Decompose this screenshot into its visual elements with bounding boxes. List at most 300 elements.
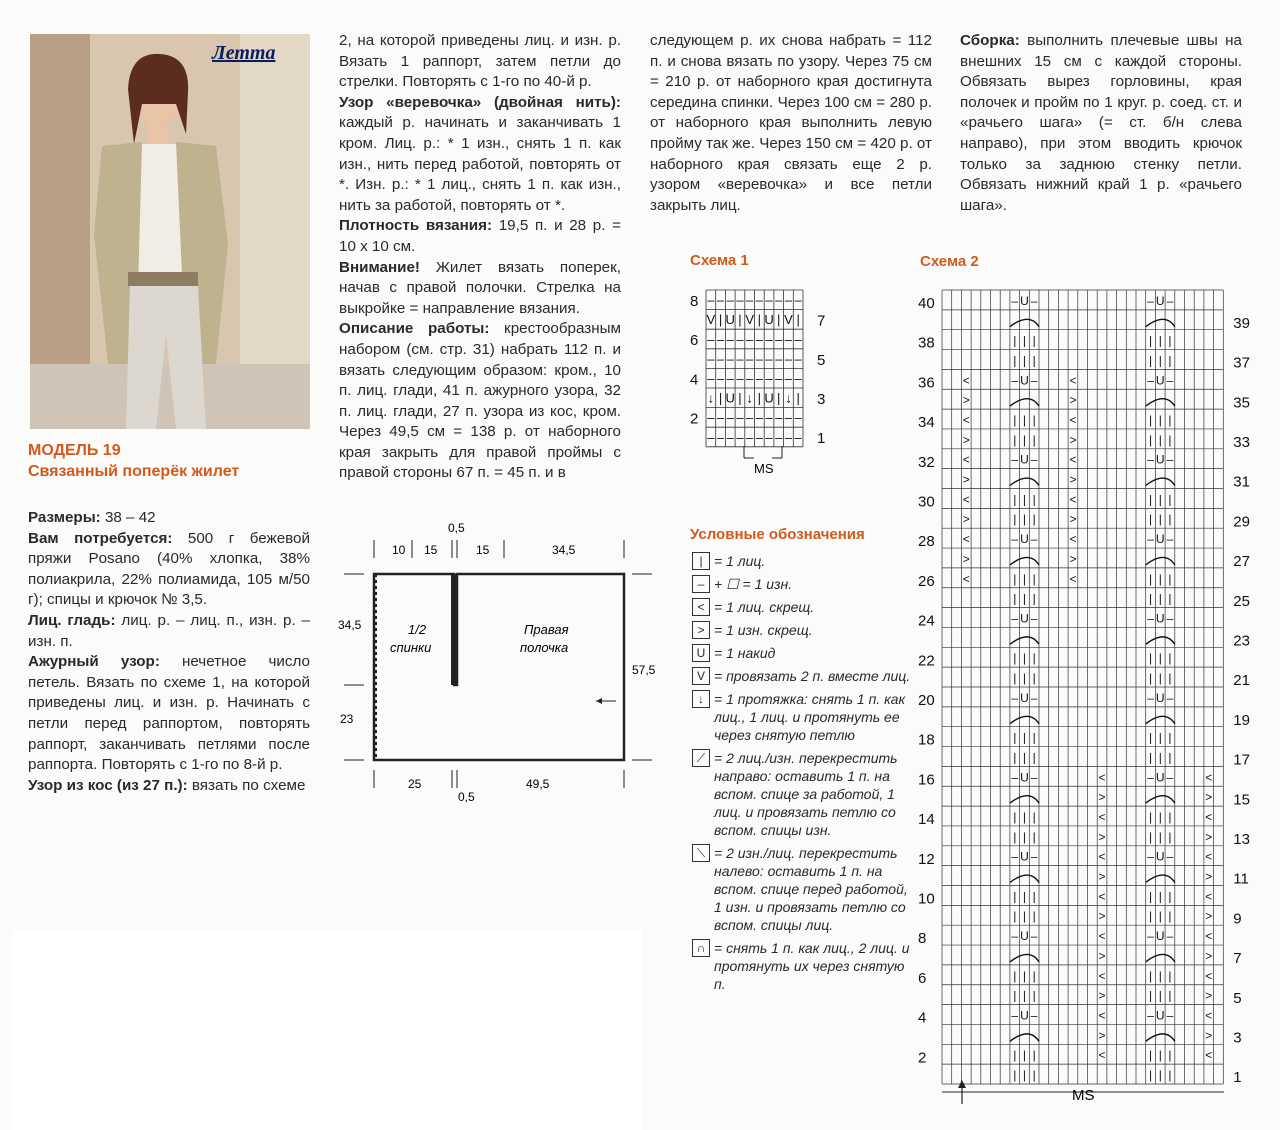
schema2-cell: U xyxy=(1020,611,1029,626)
schema1-cell: ↓ xyxy=(746,390,753,406)
schema2-cell: > xyxy=(1098,988,1106,1003)
schema1-cell: – xyxy=(707,331,715,347)
schema2-cell: | xyxy=(1158,492,1162,507)
schema2-cell: | xyxy=(1158,353,1162,368)
schema2-cell: – xyxy=(1166,929,1174,944)
schema2-row-label: 32 xyxy=(918,453,935,471)
para: Узор из кос (из 27 п.): вязать по схеме xyxy=(28,776,306,794)
schema2-cell: < xyxy=(1205,968,1213,983)
schema2-cell: U xyxy=(1020,1008,1029,1023)
model-number: МОДЕЛЬ 19 xyxy=(28,442,121,459)
schema2-cell: | xyxy=(1013,571,1017,586)
schema2-cell: | xyxy=(1148,512,1153,527)
signature: Летта xyxy=(212,42,276,64)
schema2-cell: < xyxy=(1069,532,1077,547)
schema2-chart xyxy=(914,282,1254,1112)
schema2-cell: < xyxy=(962,452,970,467)
legend-symbol: > xyxy=(692,621,710,639)
schema1-row-label: 2 xyxy=(690,410,699,428)
schema2-cell: – xyxy=(1011,929,1019,944)
schema2-cell: | xyxy=(1148,730,1153,745)
schema2-cell: | xyxy=(1168,968,1172,983)
legend-text: = 1 лиц. скрещ. xyxy=(714,599,815,615)
para: следующем р. их снова набрать = 112 п. и снова вязать по узору. Через 75 см = 210 р. от наборного края достигнута середина спинки. Через 100 см = 280 р. от наборного края выполнить левую пройму так же. Через 150 см = 420 р. от наборного края связать еще 2 р. узором «веревочка» и все петли закрыть лиц. xyxy=(650,32,932,214)
schema2-cell: | xyxy=(1022,591,1027,606)
schema1-row-label: 5 xyxy=(817,351,826,369)
schema2-cell: – xyxy=(1166,452,1174,467)
schema2-cell: | xyxy=(1158,432,1162,447)
legend-item xyxy=(692,598,912,616)
schema2-cell: U xyxy=(1155,293,1165,308)
schema2-cell: | xyxy=(1168,1068,1172,1082)
schema2-cell: – xyxy=(1030,373,1038,388)
schema2-cell: U xyxy=(1155,532,1165,547)
schema1-cell: U xyxy=(764,312,774,328)
schema2-cell: – xyxy=(1147,293,1154,308)
schema1-row-label: 4 xyxy=(690,371,699,389)
schema2-row-label: 17 xyxy=(1233,751,1250,769)
schema2-row-label: 27 xyxy=(1233,553,1250,571)
schema2-row-label: 23 xyxy=(1233,632,1250,650)
schema2-cell: > xyxy=(962,432,970,447)
back-label-1: 1/2 xyxy=(408,622,427,637)
schema2-cell: > xyxy=(1205,948,1213,963)
schema2-cell: | xyxy=(1158,1068,1162,1082)
schema2-row-label: 16 xyxy=(918,771,935,789)
schema2-cell: | xyxy=(1022,909,1027,924)
schema2-cell: | xyxy=(1022,809,1027,824)
schema2-cell: | xyxy=(1022,492,1027,507)
schema1-row-label: 1 xyxy=(817,430,826,448)
legend-text: + ☐ = 1 изн. xyxy=(714,576,793,592)
schema1-cell: – xyxy=(716,351,725,367)
legend-text: = 1 изн. скрещ. xyxy=(714,622,813,638)
schema2-row-label: 35 xyxy=(1233,394,1250,412)
schema2-cell: – xyxy=(1166,611,1174,626)
schema1-cell: – xyxy=(755,292,763,308)
schema1-cell: | xyxy=(757,312,762,328)
schema2-cell: | xyxy=(1158,412,1162,427)
schema2-cell: | xyxy=(1032,512,1036,527)
schema2-cell: – xyxy=(1147,373,1154,388)
schema2-cell: | xyxy=(1168,988,1172,1003)
schema2-row-label: 11 xyxy=(1233,870,1249,888)
schema2-cell: | xyxy=(1168,591,1172,606)
schema2-cell: – xyxy=(1166,1008,1174,1023)
schema2-cell: | xyxy=(1032,432,1036,447)
schema1-cell: – xyxy=(765,331,773,347)
legend-item xyxy=(692,749,912,839)
schema2-cell: < xyxy=(962,492,970,507)
schema2-cell: < xyxy=(1098,929,1106,944)
schema2-cell: | xyxy=(1158,809,1162,824)
schema2-cell: | xyxy=(1022,432,1027,447)
schema2-cell: | xyxy=(1148,909,1153,924)
schema2-row-label: 2 xyxy=(918,1049,927,1067)
schema2-cell: | xyxy=(1168,671,1172,685)
schema2-cell: U xyxy=(1155,929,1165,944)
schema2-cell: | xyxy=(1168,571,1172,586)
schema1-cell: V xyxy=(784,312,793,328)
schema2-row-label: 18 xyxy=(918,731,935,749)
schema2-cell: | xyxy=(1022,829,1027,844)
legend-item xyxy=(692,644,912,662)
dim-right: 57,5 xyxy=(632,663,656,677)
schema2-cell: | xyxy=(1148,1048,1153,1063)
legend-text: = 2 лиц./изн. перекрестить направо: оставить 1 п. на вспом. спице за работой, 1 лиц. и провязать петлю со вспом. спицы изн. xyxy=(714,750,898,838)
schema2-cell: | xyxy=(1013,651,1017,666)
schema2-cell: | xyxy=(1158,889,1162,904)
schema1-cell: – xyxy=(765,292,773,308)
dim-left-1: 23 xyxy=(340,712,354,726)
schema2-cell: | xyxy=(1168,492,1172,507)
schema2-cell: | xyxy=(1022,571,1027,586)
para: Вам потребуется: 500 г бежевой пряжи Posano (40% хлопка, 38% полиакрила, 22% полиамида, 105 м/50 г); спицы и крючок № 3,5. xyxy=(28,529,310,609)
schema2-cell: | xyxy=(1168,512,1172,527)
schema2-cell: | xyxy=(1013,889,1017,904)
schema2-cell: < xyxy=(962,532,970,547)
schema1-cell: – xyxy=(736,292,744,308)
schema1-cell: – xyxy=(784,351,793,367)
schema1-cell: | xyxy=(796,390,800,406)
schema2-row-label: 19 xyxy=(1233,711,1250,729)
schema2-row-label: 22 xyxy=(918,652,935,670)
legend-text: = снять 1 п. как лиц., 2 лиц. и протянуть их через снятую п. xyxy=(714,940,910,992)
schema2-cell: | xyxy=(1158,730,1162,745)
schema2-cell: | xyxy=(1022,671,1027,685)
schema1-row-label: 8 xyxy=(690,293,699,310)
schema1-cell: | xyxy=(718,390,723,406)
schema2-cell: | xyxy=(1168,412,1172,427)
schema2-cell: | xyxy=(1148,968,1153,983)
schema2-cell: > xyxy=(962,393,970,408)
schema2-cell: – xyxy=(1011,532,1019,547)
para: Ажурный узор: нечетное число петель. Вязать по схеме 1, на которой приведены лиц. и изн. р. Начинать с петли перед раппортом, повторять раппорт, заканчивать петлями после раппорта. Повторять с 1-го по 8-й р. xyxy=(28,653,310,774)
schema1-cell: – xyxy=(794,429,802,445)
schema1-cell: – xyxy=(726,292,734,308)
schema2-cell: | xyxy=(1013,750,1017,765)
model-title: Связанный поперёк жилет xyxy=(28,463,240,480)
schema2-cell: | xyxy=(1148,492,1153,507)
schema2-cell: | xyxy=(1022,988,1027,1003)
schema2-cell: U xyxy=(1020,452,1029,467)
schema2-cell: > xyxy=(1205,790,1213,805)
schema2-title: Схема 2 xyxy=(920,253,979,270)
schema2-cell: > xyxy=(1069,551,1077,566)
schema1-cell: – xyxy=(746,429,754,445)
legend-symbol: | xyxy=(692,552,710,570)
schema2-cell: – xyxy=(1030,611,1038,626)
schema1-cell: – xyxy=(736,331,744,347)
schema2-cell: | xyxy=(1168,353,1172,368)
schema2-cell: | xyxy=(1148,988,1153,1003)
schema1-cell: | xyxy=(777,390,781,406)
legend-symbol: V xyxy=(692,667,710,685)
schema2-cell: < xyxy=(1069,571,1077,586)
schema1-cell: – xyxy=(726,351,734,367)
schema2-cell: | xyxy=(1032,829,1036,844)
schema1-cell: – xyxy=(775,410,783,426)
schema1-cell: – xyxy=(775,292,783,308)
para: Размеры: 38 – 42 xyxy=(28,509,156,526)
schema2-cell: U xyxy=(1155,611,1165,626)
model-heading xyxy=(28,440,239,482)
dim-top-0: 10 xyxy=(392,543,406,557)
schema2-cell: | xyxy=(1148,889,1153,904)
dim-bottom-1: 49,5 xyxy=(526,777,550,791)
legend-text: = 1 накид xyxy=(714,645,776,661)
schema1-cell: – xyxy=(707,429,715,445)
schema1-cell: | xyxy=(777,312,781,328)
schema2-cell: < xyxy=(1069,373,1077,388)
schema2-cell: < xyxy=(962,571,970,586)
schema1-cell: – xyxy=(755,410,763,426)
schema1-cell: V xyxy=(745,312,754,328)
schema2-cell: | xyxy=(1022,1068,1027,1082)
legend-symbol: ⟍ xyxy=(692,844,710,862)
schema2-cell: > xyxy=(1098,790,1106,805)
schema2-cell: | xyxy=(1032,1048,1036,1063)
schema2-cell: – xyxy=(1011,373,1019,388)
schema2-cell: – xyxy=(1147,1008,1154,1023)
schema2-cell: U xyxy=(1155,373,1165,388)
schema2-cell: | xyxy=(1158,571,1162,586)
schema2-row-label: 26 xyxy=(918,572,935,590)
schema2-cell: > xyxy=(1098,1028,1106,1043)
schema1-cell: – xyxy=(784,331,793,347)
schema2-cell: > xyxy=(1098,948,1106,963)
schema1-cell: – xyxy=(746,331,754,347)
schema2-row-label: 1 xyxy=(1233,1069,1242,1087)
para: Описание работы: крестообразным набором (см. стр. 31) набрать 112 п. и вязать следующим образом: кром., 10 п. лиц. глади, 41 п. ажурного узора, 32 п. лиц. глади, 27 п. узора из кос, кром. Через 49,5 см = 138 р. от наборного края закрыть для правой проймы с правой стороны 67 п. = 45 п. и в xyxy=(339,320,621,482)
schema2-cell: | xyxy=(1013,968,1017,983)
schema2-cell: – xyxy=(1011,1008,1019,1023)
schema2-row-label: 36 xyxy=(918,374,935,392)
schema2-cell: – xyxy=(1166,532,1174,547)
schema2-row-label: 14 xyxy=(918,811,935,829)
schema1-cell: U xyxy=(764,390,774,406)
schema1-cell: – xyxy=(775,351,783,367)
schema2-cell: | xyxy=(1032,988,1036,1003)
schema2-cell: | xyxy=(1013,1068,1017,1082)
schema2-cell: | xyxy=(1168,651,1172,666)
schema2-cell: < xyxy=(1069,452,1077,467)
legend-symbol: ↓ xyxy=(692,690,710,708)
schema1-cell: – xyxy=(794,331,802,347)
schema1-cell: – xyxy=(755,429,763,445)
schema2-cell: – xyxy=(1011,770,1019,785)
schema1-cell: – xyxy=(755,371,763,386)
schema2-cell: | xyxy=(1168,829,1172,844)
schema1-cell: | xyxy=(738,312,742,328)
schema2-cell: | xyxy=(1148,353,1153,368)
schema1-cell: – xyxy=(784,410,793,426)
schema2-cell: | xyxy=(1032,333,1036,348)
schema2-cell: | xyxy=(1148,1068,1153,1082)
schema2-cell: > xyxy=(1069,432,1077,447)
schema2-cell: | xyxy=(1158,591,1162,606)
front-label-2: полочка xyxy=(520,640,569,655)
schema1-cell: – xyxy=(775,331,783,347)
schema2-cell: – xyxy=(1166,770,1174,785)
schema2-row-label: 12 xyxy=(918,850,935,868)
schema1-cell: – xyxy=(755,331,763,347)
schema2-cell: | xyxy=(1032,492,1036,507)
schema1-cell: – xyxy=(716,371,725,386)
photo-illustration xyxy=(30,34,310,429)
schema2-cell: – xyxy=(1011,293,1019,308)
schema2-row-label: 25 xyxy=(1233,592,1250,610)
schema2-cell: | xyxy=(1158,829,1162,844)
legend-item xyxy=(692,621,912,639)
schema2-cell: < xyxy=(1205,770,1213,785)
schema2-cell: | xyxy=(1032,671,1036,685)
schema2-cell: | xyxy=(1032,809,1036,824)
schema2-row-label: 5 xyxy=(1233,989,1242,1007)
schema2-cell: U xyxy=(1020,293,1029,308)
dim-bottom-gap: 0,5 xyxy=(458,790,475,804)
schema1-cell: – xyxy=(726,429,734,445)
schema2-row-label: 21 xyxy=(1233,672,1250,690)
schema2-cell: | xyxy=(1022,730,1027,745)
schema1-cell: – xyxy=(765,410,773,426)
legend-item xyxy=(692,667,912,685)
schema1-title: Схема 1 xyxy=(690,252,749,269)
schema1-cell: – xyxy=(736,351,744,367)
schema1-cell: – xyxy=(784,429,793,445)
schema2-cell: | xyxy=(1032,651,1036,666)
legend-text: = 2 изн./лиц. перекрестить налево: оставить 1 п. на вспом. спице перед работой, 1 изн. и провязать петлю со вспом. спицы лиц. xyxy=(714,845,908,933)
schema2-cell: | xyxy=(1013,988,1017,1003)
schema1-cell: – xyxy=(746,351,754,367)
schema2-cell: | xyxy=(1013,671,1017,685)
schema2-cell: – xyxy=(1011,690,1019,705)
schema2-cell: < xyxy=(1069,412,1077,427)
schema2-cell: – xyxy=(1030,452,1038,467)
schema2-row-label: 20 xyxy=(918,692,935,709)
schema2-cell: | xyxy=(1148,671,1153,685)
legend-text: = 1 лиц. xyxy=(714,553,766,569)
legend-item xyxy=(692,844,912,934)
schema1-cell: – xyxy=(726,371,734,386)
schema2-row-label: 13 xyxy=(1233,830,1250,848)
schema1-cell: – xyxy=(726,410,734,426)
schema2-cell: | xyxy=(1148,750,1153,765)
schema2-cell: | xyxy=(1168,1048,1172,1063)
schema2-cell: | xyxy=(1168,333,1172,348)
legend-text: = 1 протяжка: снять 1 п. как лиц., 1 лиц. и протянуть ее через снятую петлю xyxy=(714,691,906,743)
schema2-row-label: 31 xyxy=(1233,473,1250,491)
schema2-cell: < xyxy=(1205,849,1213,864)
schema2-cell: > xyxy=(962,472,970,487)
schema2-cell: | xyxy=(1148,651,1153,666)
schema2-cell: | xyxy=(1013,829,1017,844)
schema2-cell: – xyxy=(1147,690,1154,705)
schema2-cell: U xyxy=(1020,690,1029,705)
schema1-cell: ↓ xyxy=(707,390,715,406)
schema2-cell: | xyxy=(1148,809,1153,824)
schema2-cell: – xyxy=(1166,293,1174,308)
schema2-cell: < xyxy=(1098,1008,1106,1023)
schema2-row-label: 38 xyxy=(918,334,935,352)
legend-list xyxy=(692,552,912,998)
para: Внимание! Жилет вязать поперек, начав с правой полочки. Стрелка на выкройке = направление вязания. xyxy=(339,258,621,317)
schema2-row-label: 33 xyxy=(1233,433,1250,451)
schema2-cell: | xyxy=(1148,333,1153,348)
schema1-cell: – xyxy=(794,351,802,367)
schema2-cell: < xyxy=(1098,968,1106,983)
schema2-cell: – xyxy=(1030,532,1038,547)
schema2-cell: | xyxy=(1032,968,1036,983)
schema2-cell: | xyxy=(1158,968,1162,983)
schema2-row-label: 37 xyxy=(1233,354,1250,372)
schema2-row-label: 30 xyxy=(918,493,935,511)
schema2-cell: > xyxy=(962,551,970,566)
para: Узор «веревочка» (двойная нить): каждый р. начинать и заканчивать 1 кром. Лиц. р.: * 1 изн., снять 1 п. как изн., нить перед работой, повторять от *. Изн. р.: * 1 лиц., снять 1 п. как изн., нить за работой, повторять от *. xyxy=(339,93,621,214)
schema2-cell: | xyxy=(1148,829,1153,844)
dim-top-2: 15 xyxy=(476,543,490,557)
schema2-cell: | xyxy=(1158,988,1162,1003)
schema2-cell: | xyxy=(1168,750,1172,765)
legend-symbol: U xyxy=(692,644,710,662)
schema2-cell: U xyxy=(1155,452,1165,467)
schema2-cell: | xyxy=(1032,1068,1036,1082)
schema2-cell: < xyxy=(1098,809,1106,824)
schema1-cell: – xyxy=(736,429,744,445)
schema2-cell: | xyxy=(1013,909,1017,924)
schema1-cell: – xyxy=(736,371,744,386)
schema1-cell: | xyxy=(738,390,742,406)
schema2-cell: | xyxy=(1158,671,1162,685)
schema2-cell: | xyxy=(1168,909,1172,924)
legend-item xyxy=(692,939,912,993)
schema2-cell: – xyxy=(1011,452,1019,467)
schema1-cell: – xyxy=(716,429,725,445)
schema2-row-label: 7 xyxy=(1233,950,1242,968)
schema1-row-label: 6 xyxy=(690,332,699,350)
schema2-cell: | xyxy=(1158,1048,1162,1063)
schema2-cell: > xyxy=(1205,988,1213,1003)
schema2-cell: > xyxy=(1069,393,1077,408)
schema2-cell: | xyxy=(1032,591,1036,606)
schema2-row-label: 10 xyxy=(918,890,935,908)
schema2-cell: – xyxy=(1147,849,1154,864)
schema2-cell: – xyxy=(1030,293,1038,308)
schema2-cell: U xyxy=(1155,770,1165,785)
schema2-cell: < xyxy=(1205,809,1213,824)
schema2-cell: | xyxy=(1022,333,1027,348)
schema2-row-label: 15 xyxy=(1233,791,1250,809)
schema2-cell: | xyxy=(1022,353,1027,368)
schema2-cell: > xyxy=(1098,909,1106,924)
schema2-cell: – xyxy=(1030,929,1038,944)
schema2-cell: > xyxy=(1205,909,1213,924)
schema2-cell: U xyxy=(1155,849,1165,864)
schema2-cell: U xyxy=(1020,849,1029,864)
schema1-cell: – xyxy=(765,371,773,386)
schema2-cell: | xyxy=(1013,1048,1017,1063)
model-photo xyxy=(30,34,310,429)
schema1-cell: | xyxy=(796,312,800,328)
schema2-cell: | xyxy=(1032,730,1036,745)
schema2-cell: – xyxy=(1011,611,1019,626)
schema2-cell: > xyxy=(1205,829,1213,844)
schema2-cell: U xyxy=(1155,690,1165,705)
schema1-cell: U xyxy=(725,390,735,406)
schema2-cell: | xyxy=(1148,571,1153,586)
schema2-ms: MS xyxy=(1072,1087,1095,1104)
dim-bottom-0: 25 xyxy=(408,777,422,791)
